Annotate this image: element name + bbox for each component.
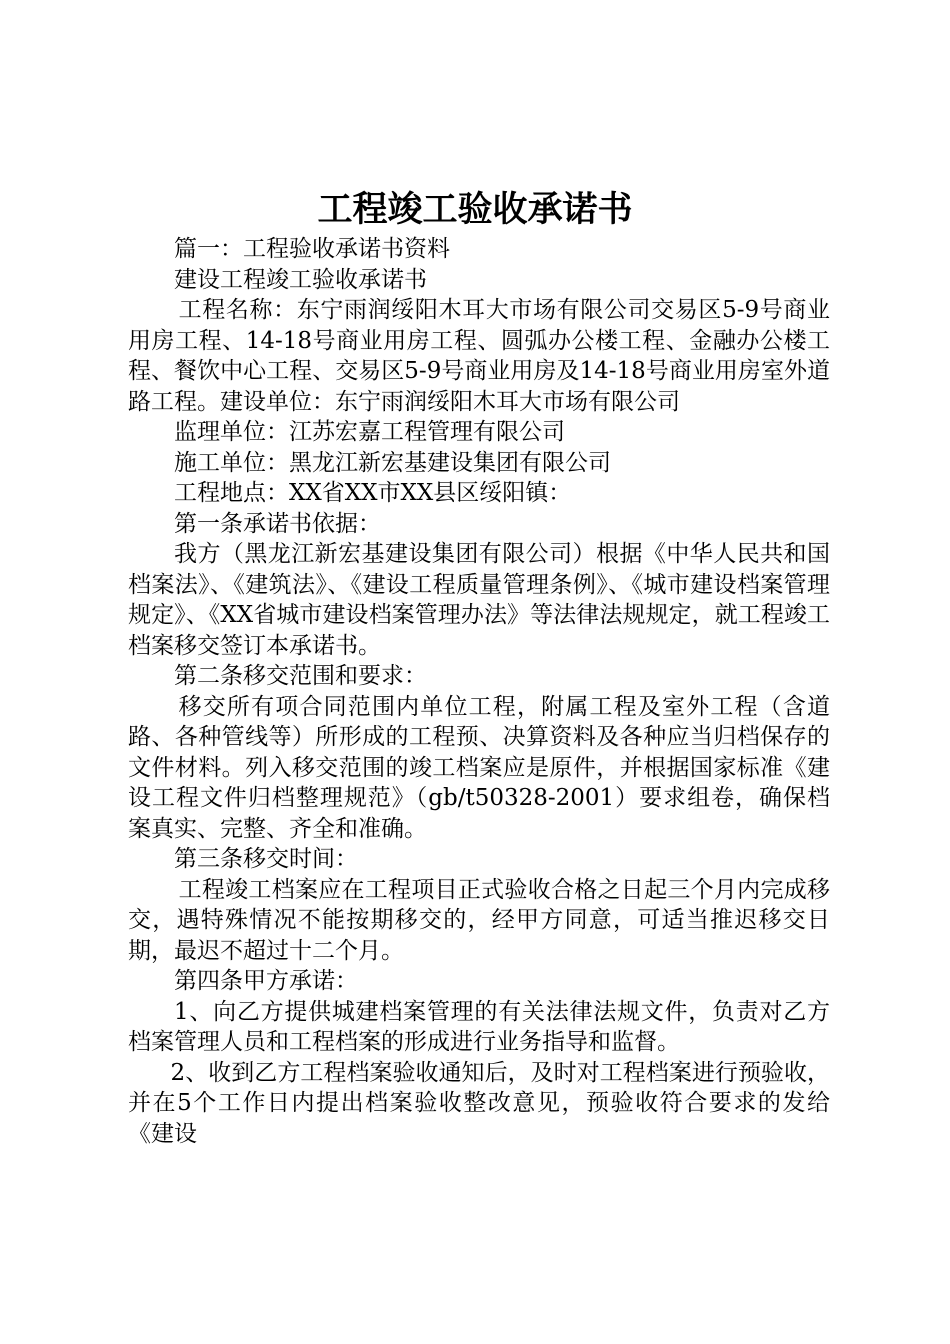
paragraph-article-4-item-1: 1、向乙方提供城建档案管理的有关法律法规文件，负责对乙方档案管理人员和工程档案的形成进行业务指导和监督。 [128,998,830,1055]
paragraph-article-4-heading: 第四条甲方承诺： [174,968,358,994]
paragraph-supervisor: 监理单位：江苏宏嘉工程管理有限公司 [174,419,565,445]
paragraph-article-1-heading: 第一条承诺书依据： [174,510,381,537]
paragraph-article-3-heading: 第三条移交时间： [174,846,358,872]
paragraph-article-2-body: 移交所有项合同范围内单位工程，附属工程及室外工程（含道路、各种管线等）所形成的工程预、决算资料及各种应当归档保存的文件材料。列入移交范围的竣工档案应是原件，并根据国家标准《建设工程文件归档整理规范》（gb/t50328-2001）要求组卷，确保档案真实、完整、齐全和准确。 [128,693,830,842]
paragraph-article-1-body: 我方（黑龙江新宏基建设集团有限公司）根据《中华人民共和国档案法》、《建筑法》、《建设工程质量管理条例》、《城市建设档案管理规定》、《XX省城市建设档案管理办法》等法律法规规定，就工程竣工档案移交签订本承诺书。 [128,541,830,659]
document-body [128,234,830,1149]
paragraph-article-2-heading: 第二条移交范围和要求： [174,663,427,689]
document-title: 工程竣工验收承诺书 [317,189,633,230]
paragraph-contractor: 施工单位：黑龙江新宏基建设集团有限公司 [174,449,611,476]
paragraph-subtitle: 建设工程竣工验收承诺书 [174,266,427,293]
paragraph-project-name: 工程名称：东宁雨润绥阳木耳大市场有限公司交易区5-9号商业用房工程、14-18号商业用房工程、圆弧办公楼工程、金融办公楼工程、餐饮中心工程、交易区5-9号商业用房及14-18号商业用房室外道路工程。建设单位：东宁雨润绥阳木耳大市场有限公司 [128,297,830,415]
paragraph-location: 工程地点：XX省XX市XX县区绥阳镇： [174,480,572,506]
paragraph-section-heading: 篇一：工程验收承诺书资料 [174,236,450,262]
paragraph-article-4-item-2: 2、收到乙方工程档案验收通知后，及时对工程档案进行预验收，并在5个工作日内提出档案验收整改意见，预验收符合要求的发给《建设 [128,1059,830,1147]
paragraph-article-3-body: 工程竣工档案应在工程项目正式验收合格之日起三个月内完成移交，遇特殊情况不能按期移交的，经甲方同意，可适当推迟移交日期，最迟不超过十二个月。 [128,876,830,964]
